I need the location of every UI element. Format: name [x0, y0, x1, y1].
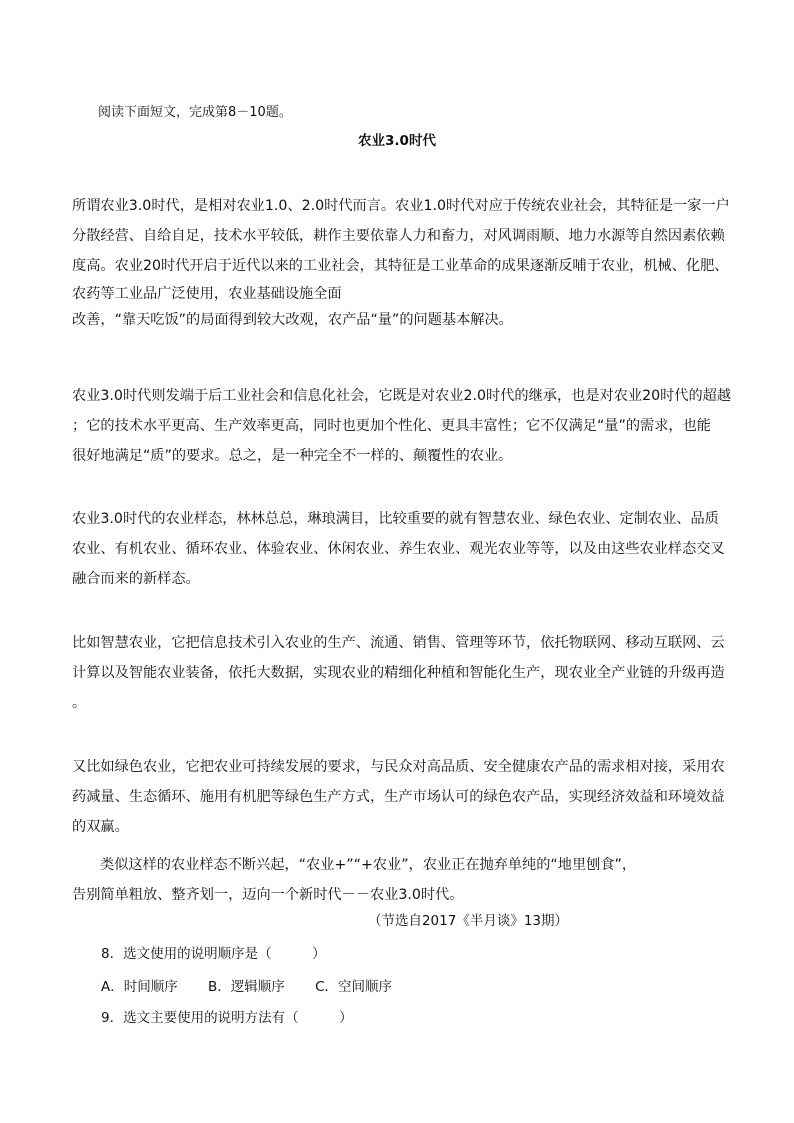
paragraph-line: 类似这样的农业样态不断兴起，“农业+”“+农业”，农业正在抛弃单纯的“地里刨食”，	[100, 857, 637, 873]
paragraph-line: 农业、有机农业、循环农业、体验农业、休闲农业、养生农业、观光农业等等，以及由这些农业样态交叉	[72, 541, 725, 557]
paragraph-line: 融合而来的新样态。	[72, 571, 200, 587]
question-9: 9．选文主要使用的说明方法有（ ）	[101, 1010, 353, 1026]
paragraph-4	[72, 628, 725, 718]
option-a: A．时间顺序	[101, 979, 178, 995]
paragraph-line: 。	[72, 695, 87, 711]
paragraph-line: 改善，“靠天吃饭”的局面得到较大改观，农产品“量”的问题基本解决。	[72, 312, 513, 328]
paragraph-line: 农业3.0时代的农业样态，林林总总，琳琅满目，比较重要的就有智慧农业、绿色农业、定制农业、品质	[72, 511, 719, 527]
paragraph-line: 药减量、生态循环、施用有机肥等绿色生产方式，生产市场认可的绿色农产品，实现经济效益和环境效益	[72, 789, 725, 805]
paragraph-line: 告别简单粗放、整齐划一，迈向一个新时代－－农业3.0时代。	[72, 887, 464, 903]
option-c: C．空间顺序	[315, 979, 393, 995]
option-b: B．逻辑顺序	[208, 979, 285, 995]
paragraph-line: 所谓农业3.0时代，是相对农业1.0、2.0时代而言。农业1.0时代对应于传统农业社会，其特征是一家一户	[72, 198, 730, 214]
source-citation: （节选自2017《半月谈》13期）	[367, 913, 569, 929]
article-title: 农业3.0时代	[358, 133, 436, 149]
reading-instruction: 阅读下面短文，完成第8－10题。	[98, 105, 292, 120]
paragraph-line: 分散经营、自给自足，技术水平较低，耕作主要依靠人力和畜力，对风调雨顺、地力水源等自然因素依赖	[72, 228, 725, 244]
paragraph-2	[72, 381, 732, 471]
paragraph-1	[72, 191, 730, 333]
paragraph-5	[72, 752, 725, 842]
paragraph-line: 又比如绿色农业，它把农业可持续发展的要求，与民众对高品质、安全健康农产品的需求相对接，采用农	[72, 759, 725, 775]
paragraph-line: 很好地满足“质”的要求。总之，是一种完全不一样的、颠覆性的农业。	[72, 448, 513, 464]
question-8-options	[101, 977, 418, 997]
paragraph-line: 农药等工业品广泛使用，农业基础设施全面	[72, 286, 342, 302]
paragraph-line: 农业3.0时代则发端于后工业社会和信息化社会，它既是对农业2.0时代的继承，也是对农业20时代的超越	[72, 388, 732, 404]
paragraph-line: ；它的技术水平更高、生产效率更高，同时也更加个性化、更具丰富性；它不仅满足“量”的需求，也能	[72, 418, 711, 434]
paragraph-3	[72, 504, 725, 594]
paragraph-6	[72, 850, 722, 910]
paragraph-line: 的双赢。	[72, 819, 129, 835]
paragraph-line: 比如智慧农业，它把信息技术引入农业的生产、流通、销售、管理等环节，依托物联网、移动互联网、云	[72, 635, 725, 651]
paragraph-line: 度高。农业20时代开启于近代以来的工业社会，其特征是工业革命的成果逐渐反哺于农业，机械、化肥、	[72, 258, 729, 274]
question-8: 8．选文使用的说明顺序是（ ）	[101, 946, 326, 962]
paragraph-line: 计算以及智能农业装备，依托大数据，实现农业的精细化种植和智能化生产，现农业全产业链的升级再造	[72, 665, 725, 681]
